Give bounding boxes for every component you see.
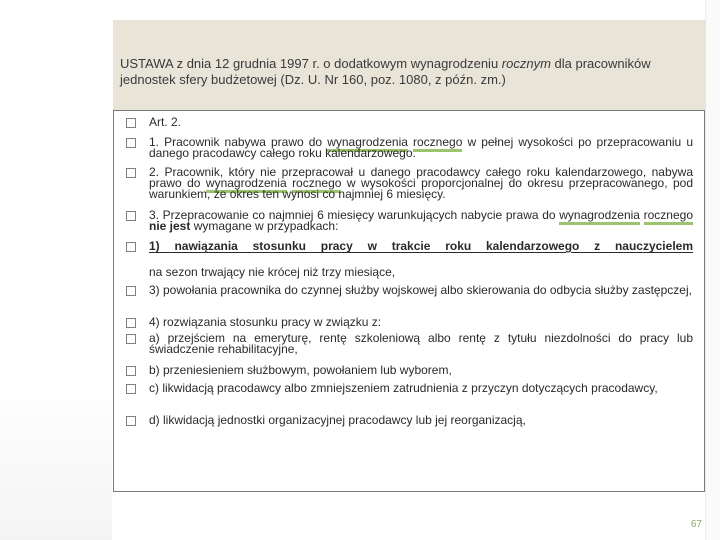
list-item-continuation: na sezon trwający nie krócej niż trzy miesiące, (149, 265, 396, 279)
bullet-icon (126, 211, 136, 221)
underlined-text: 1) nawiązania stosunku pracy w trakcie roku kalendarzowego z nauczycielem (149, 239, 693, 253)
list-item: 2. Pracownik, który nie przepracował u danego pracodawcy całego roku kalendarzowego, nabywa prawo do wynagrodzenia rocznego w wysokości proporcjonalnej do okresu przepracowanego, pod warunkiem, że okres ten wynosi co najmniej 6 miesięcy. (149, 165, 693, 201)
bullet-icon (126, 334, 136, 344)
list-item (149, 241, 693, 252)
highlight-term: rocznego (292, 176, 341, 193)
page-number: 67 (690, 519, 702, 530)
list-item: a) przejściem na emeryturę, rentę szkoleniową albo rentę z tytułu niezdolności do pracy lub świadczenie rehabilitacyjne, (149, 331, 693, 356)
bullet-icon (126, 168, 136, 178)
bullet-icon (126, 384, 136, 394)
highlight-term: wynagrodzenia (206, 176, 287, 193)
right-edge-strip (705, 0, 720, 540)
bullet-icon (126, 138, 136, 148)
highlight-term: wynagrodzenia (559, 208, 640, 225)
bullet-icon (126, 366, 136, 376)
highlight-term: rocznego (644, 208, 693, 225)
list-item: b) przeniesieniem służbowym, powołaniem lub wyborem, (149, 363, 452, 377)
bullet-icon (126, 286, 136, 296)
slide-title: USTAWA z dnia 12 grudnia 1997 r. o dodatkowym wynagrodzeniu rocznym dla pracowników jednostek sfery budżetowej (Dz. U. Nr 160, poz. 1080, z późn. zm.) (120, 56, 651, 87)
highlight-term: wynagrodzenia (327, 135, 408, 152)
highlight-term: rocznego (413, 135, 462, 152)
bullet-icon (126, 318, 136, 328)
list-item: 3. Przepracowanie co najmniej 6 miesięcy warunkujących nabycie prawa do wynagrodzenia rocznego nie jest wymagane w przypadkach: (149, 208, 693, 233)
list-item: 3) powołania pracownika do czynnej służby wojskowej albo skierowania do odbycia służby zastępczej, (149, 283, 692, 297)
list-item: c) likwidacją pracodawcy albo zmniejszeniem zatrudnienia z przyczyn dotyczących pracodawcy, (149, 381, 658, 395)
list-item: 4) rozwiązania stosunku pracy w związku z: (149, 315, 382, 329)
bullet-icon (126, 416, 136, 426)
article-heading: Art. 2. (149, 115, 182, 129)
list-item: d) likwidacją jednostki organizacyjnej pracodawcy lub jej reorganizacją, (149, 413, 526, 427)
corner-decoration (0, 380, 112, 540)
bullet-icon (126, 242, 136, 252)
bullet-icon (126, 118, 136, 128)
list-item: 1. Pracownik nabywa prawo do wynagrodzenia rocznego w pełnej wysokości po przepracowaniu u danego pracodawcy całego roku kalendarzowego. (149, 135, 693, 160)
